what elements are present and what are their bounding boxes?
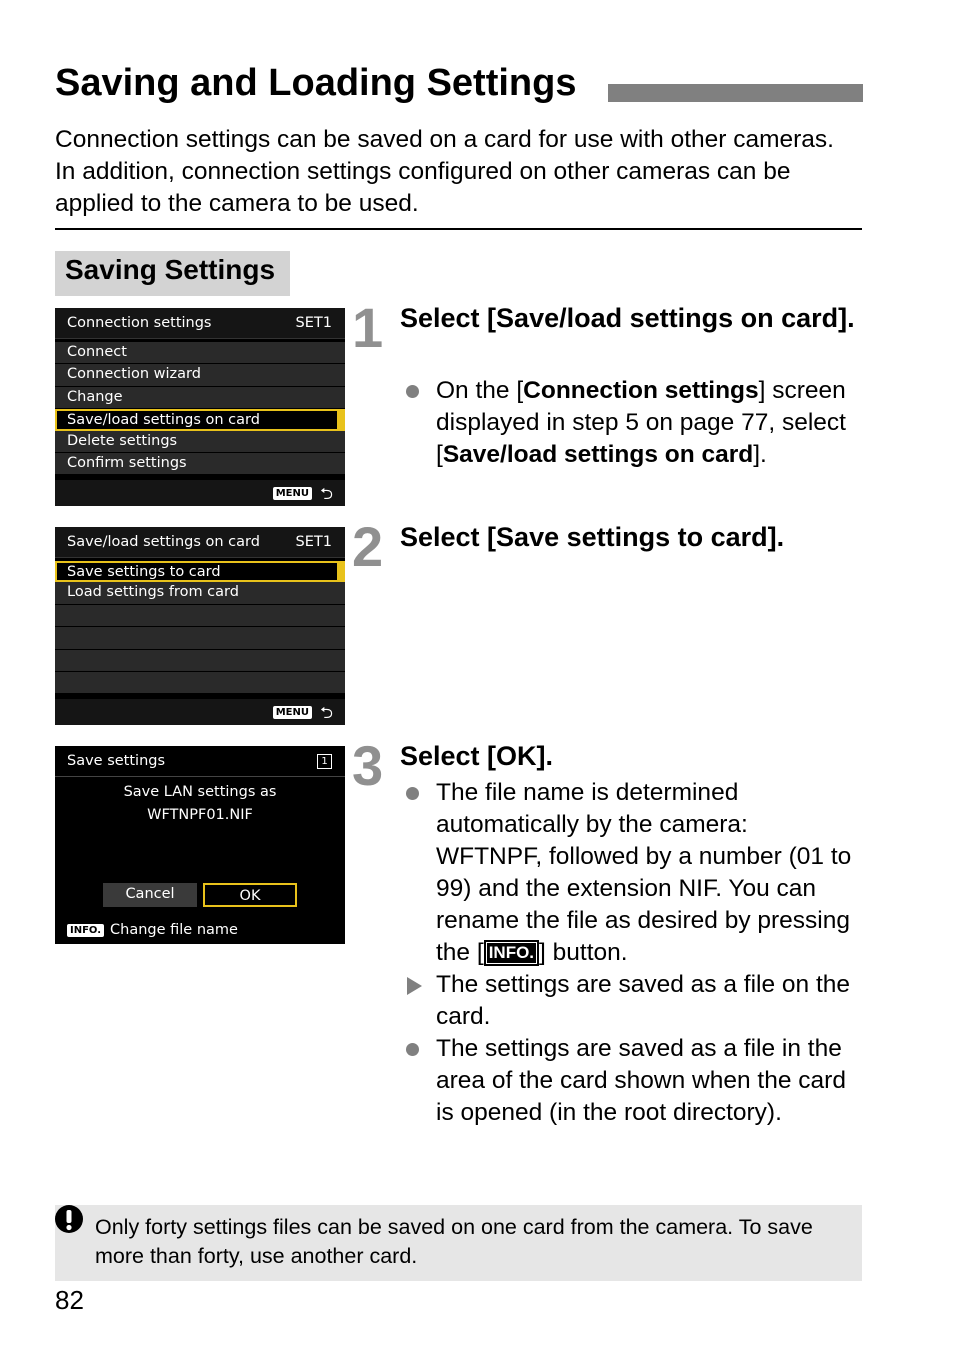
menu-item-label: Change xyxy=(67,388,123,405)
screen-title: Save/load settings on card xyxy=(67,534,260,550)
section-heading: Saving Settings xyxy=(55,251,290,296)
screen-title: Connection settings xyxy=(67,315,212,331)
screen-title: Save settings xyxy=(67,753,166,769)
bullet-text: ]. xyxy=(753,441,767,468)
menu-button-icon[interactable]: MENU xyxy=(273,706,312,719)
cancel-button[interactable]: Cancel xyxy=(103,883,197,907)
menu-item-label: Connection wizard xyxy=(67,366,201,383)
result-item xyxy=(400,969,860,1033)
dialog-message-line: Save LAN settings as xyxy=(123,784,277,800)
menu-button-icon[interactable]: MENU xyxy=(273,487,312,500)
camera-screen-save-load xyxy=(55,527,345,725)
bullet-text: ] button. xyxy=(539,939,628,966)
bullet-item xyxy=(400,777,860,969)
page-number: 82 xyxy=(55,1285,84,1315)
menu-item-empty xyxy=(55,627,345,649)
screen-title-bar xyxy=(55,746,345,777)
step-heading: Select [OK]. xyxy=(400,741,554,771)
bullet-text-bold: Save/load settings on card xyxy=(442,441,754,468)
back-arrow-icon: ⮌ xyxy=(320,484,333,503)
screen-tab: SET1 xyxy=(295,315,332,331)
bullet-text-bold: Connection settings xyxy=(523,377,759,404)
menu-item-connection-wizard[interactable] xyxy=(55,364,345,386)
divider xyxy=(55,228,862,230)
step-bullets xyxy=(400,375,860,471)
menu-item-label: Load settings from card xyxy=(67,584,239,601)
step-number: 2 xyxy=(352,515,384,578)
menu-item-label: Delete settings xyxy=(67,432,178,449)
info-button-icon[interactable]: INFO. xyxy=(67,924,104,937)
menu-item-empty xyxy=(55,650,345,672)
menu-item-connect[interactable] xyxy=(55,342,345,364)
bullet-item xyxy=(400,1033,860,1129)
menu-item-empty xyxy=(55,672,345,694)
menu-item-save-load-settings[interactable] xyxy=(55,409,339,430)
step-heading: Select [Save settings to card]. xyxy=(400,522,785,552)
menu-item-label: Save settings to card xyxy=(67,564,221,580)
menu-item-change[interactable] xyxy=(55,387,345,409)
bullet-text: The settings are saved as a file in the area of the card shown when the card is opened (in the root directory). xyxy=(436,1035,846,1126)
menu-item-save-settings-to-card[interactable] xyxy=(55,561,339,582)
bullet-item xyxy=(400,375,860,471)
intro-line: applied to the camera to be used. xyxy=(55,190,419,217)
menu-item-load-settings-from-card[interactable] xyxy=(55,582,345,604)
intro-text xyxy=(55,124,875,220)
bullet-text: On the [ xyxy=(436,377,524,404)
caution-icon xyxy=(55,1205,85,1235)
step-number: 3 xyxy=(352,734,384,797)
card-slot-icon: 1 xyxy=(317,754,332,769)
menu-item-label: Confirm settings xyxy=(67,454,187,471)
camera-screen-save-dialog xyxy=(55,746,345,944)
ok-button[interactable]: OK xyxy=(203,883,297,907)
note-text: Only forty settings files can be saved on one card from the camera. To save more than forty, use another card. xyxy=(95,1215,813,1268)
intro-line: Connection settings can be saved on a card for use with other cameras. xyxy=(55,126,834,153)
menu-item-delete-settings[interactable] xyxy=(55,431,345,453)
intro-line: In addition, connection settings configured on other cameras can be xyxy=(55,158,791,185)
back-arrow-icon: ⮌ xyxy=(320,703,333,722)
page-title: Saving and Loading Settings xyxy=(55,62,577,104)
menu-item-confirm-settings[interactable] xyxy=(55,453,345,475)
caution-note xyxy=(55,1205,862,1281)
step-bullets xyxy=(400,777,860,1129)
title-rule xyxy=(608,84,863,102)
bullet-text: The file name is determined automatically by the camera: WFTNPF, followed by a number (01 to 99) and the extension NIF. You can rename the file as desired by pressing the [ xyxy=(436,779,852,966)
menu-item-label: Connect xyxy=(67,344,127,360)
menu-list xyxy=(55,342,345,475)
screen-footer xyxy=(55,699,345,725)
screen-tab: SET1 xyxy=(295,534,332,550)
bullet-text: The settings are saved as a file on the card. xyxy=(436,971,851,1030)
step-heading: Select [Save/load settings on card]. xyxy=(400,303,855,333)
step-number: 1 xyxy=(352,296,384,359)
info-button-icon: INFO. xyxy=(484,940,539,966)
bullet-text: ] screen displayed in step 5 on page 77, select [ xyxy=(436,377,846,468)
menu-list xyxy=(55,561,345,694)
menu-item-empty xyxy=(55,605,345,627)
menu-item-label: Save/load settings on card xyxy=(67,412,260,429)
screen-title-bar xyxy=(55,308,345,339)
info-button-label: Change file name xyxy=(110,922,238,938)
camera-screen-connection-settings xyxy=(55,308,345,506)
screen-footer xyxy=(55,480,345,506)
dialog-filename: WFTNPF01.NIF xyxy=(147,807,253,823)
screen-title-bar xyxy=(55,527,345,558)
